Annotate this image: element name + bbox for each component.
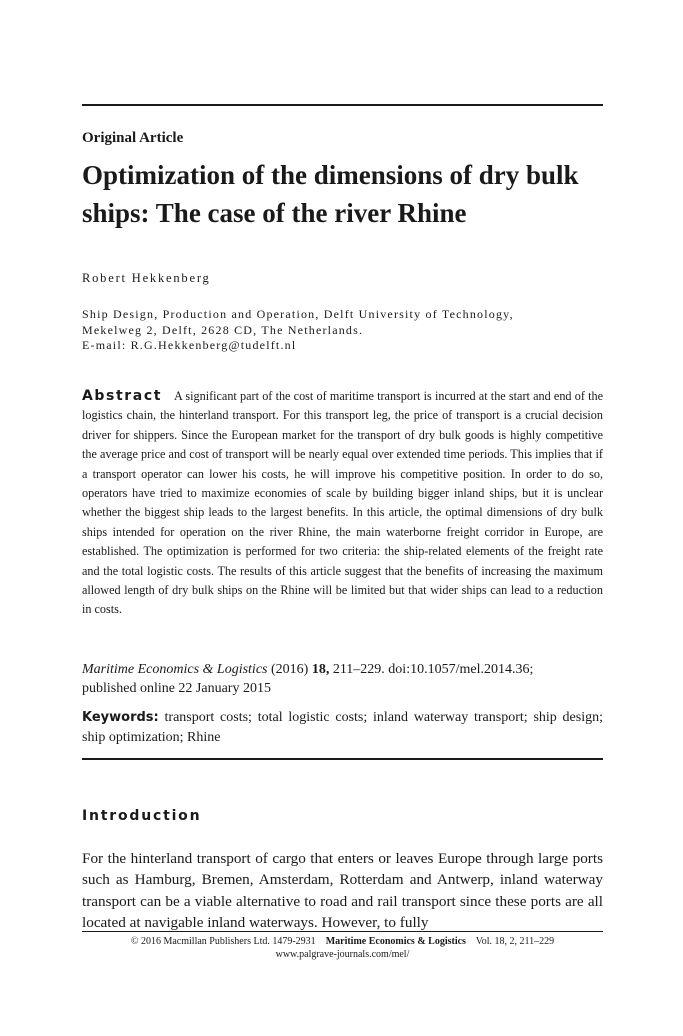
affiliation-line-1: Ship Design, Production and Operation, Delft University of Technology, [82,307,514,321]
abstract-heading: Abstract [82,388,163,404]
footer-journal: Maritime Economics & Logistics [325,936,466,947]
keywords [82,708,603,748]
page-footer [82,935,603,961]
article-title: Optimization of the dimensions of dry bulk ships: The case of the river Rhine [82,160,579,228]
introduction-heading: Introduction [82,808,202,824]
keywords-label: Keywords: [82,710,159,725]
citation-journal: Maritime Economics & Logistics [82,662,268,677]
footer-volume: Vol. 18, 2, 211–229 [475,936,555,947]
abstract-text: A significant part of the cost of maritime transport is incurred at the start and end of the logistics chain, the hinterland transport. For this transport leg, the price of transport is a crucial decision driver for shippers. Since the European market for the transport of dry bulk goods is highly competitive the average price and cost of transport will be nearly equal over extended time periods. This implies that if a transport operator can lower his costs, he will improve his competitive position. In order to do so, operators have tried to maximize economies of scale by building bigger inland ships, but it is unclear whether the biggest ship leads to the largest benefits. In this article, the optimal dimensions of dry bulk ships intended for operation on the river Rhine, the main waterborne freight corridor in Europe, are established. The optimization is performed for two criteria: the ship-related elements of the freight rate and the total logistic costs. The results of this article suggest that the benefits of increasing the maximum allowed length of dry bulk ships on the Rhine will be limited but that wider ships can lead to a reduction in costs. [82,389,603,617]
introduction-text: For the hinterland transport of cargo that enters or leaves Europe through large ports such as Hamburg, Bremen, Amsterdam, Rotterdam and Antwerp, inland waterway transport can be a viable alternative to road and rail transport since these ports are all located at navigable inland waterways. However, to fully [82,850,603,932]
citation-year: (2016) [271,662,309,677]
affiliation-line-2: Mekelweg 2, Delft, 2628 CD, The Netherlands. [82,322,364,337]
abstract [82,387,603,620]
footer-copyright: © 2016 Macmillan Publishers Ltd. 1479-2931 [130,936,316,947]
citation-published: published online 22 January 2015 [82,681,271,696]
citation [82,660,603,698]
author-email[interactable]: E-mail: R.G.Hekkenberg@tudelft.nl [82,338,297,352]
keywords-bottom-rule [82,758,603,760]
article-type-label: Original Article [82,130,184,146]
footer-url[interactable]: www.palgrave-journals.com/mel/ [275,949,410,960]
author-name: Robert Hekkenberg [82,271,211,285]
keywords-text: transport costs; total logistic costs; inland waterway transport; ship design; ship optimization; Rhine [82,710,603,745]
top-rule [82,104,603,106]
citation-volume: 18, [311,662,330,677]
citation-pages-doi[interactable]: 211–229. doi:10.1057/mel.2014.36; [332,662,534,677]
author-affiliation [82,307,607,354]
footer-rule [82,931,603,932]
